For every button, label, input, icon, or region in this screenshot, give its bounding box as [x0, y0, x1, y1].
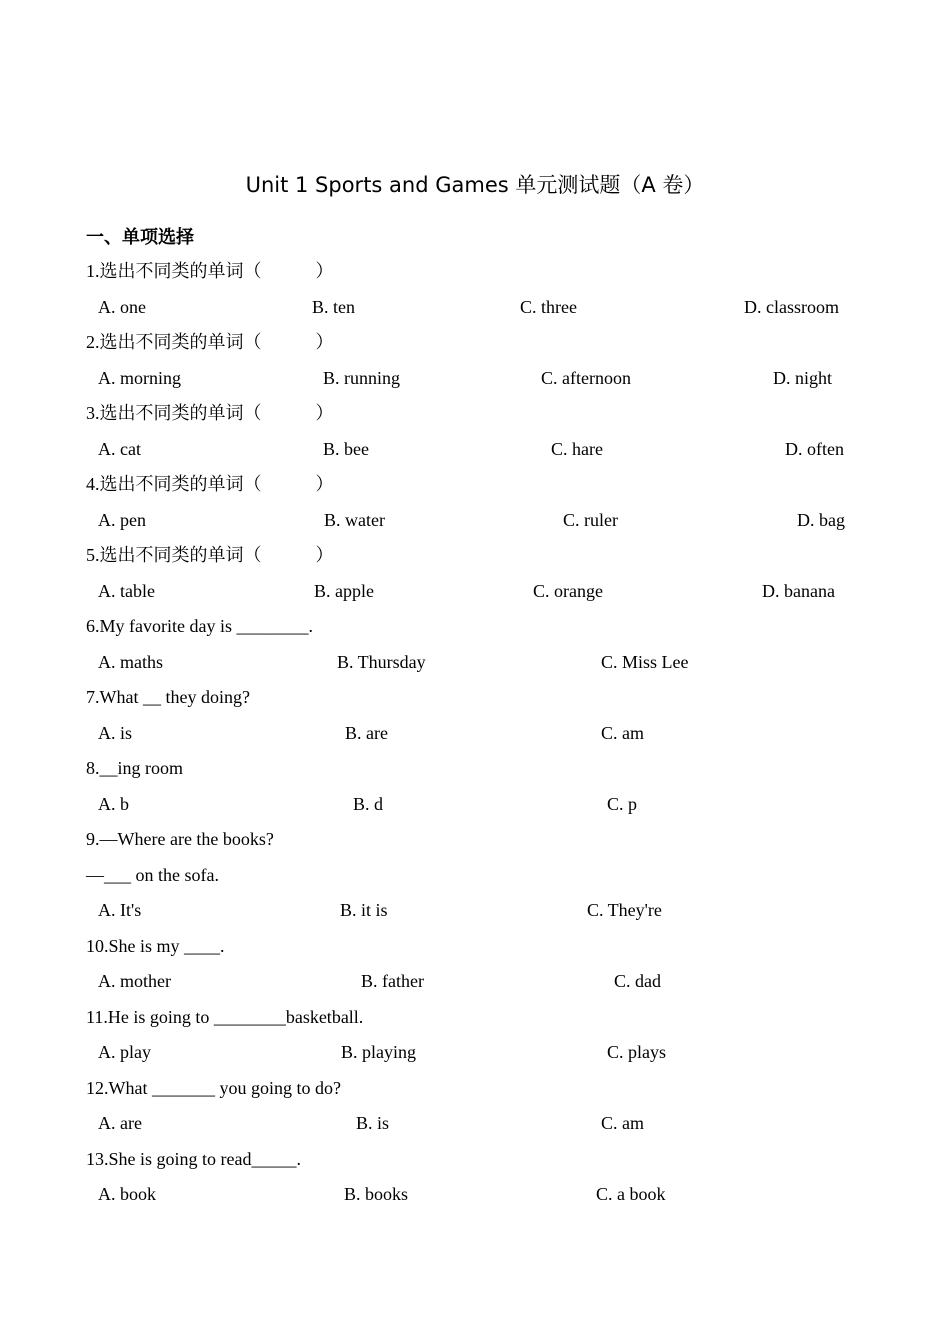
option-c[interactable]: C. They're: [587, 900, 662, 920]
option-a[interactable]: A. table: [98, 580, 155, 601]
option-d[interactable]: D. often: [785, 438, 844, 459]
option-b[interactable]: B. bee: [323, 438, 369, 459]
option-d[interactable]: D. night: [773, 367, 833, 388]
options-row: [86, 716, 886, 752]
option-a[interactable]: A. one: [98, 296, 146, 317]
option-b[interactable]: B. it is: [340, 900, 388, 920]
options-row: [86, 1035, 886, 1071]
option-a[interactable]: A. maths: [98, 651, 163, 672]
option-c[interactable]: C. afternoon: [541, 367, 631, 388]
question-stem: 1.选出不同类的单词（ ）: [86, 261, 334, 281]
option-b[interactable]: B. Thursday: [337, 651, 426, 672]
question-stem: 3.选出不同类的单词（ ）: [86, 403, 334, 423]
option-c[interactable]: C. Miss Lee: [601, 651, 689, 672]
question-stem: 8.__ing room: [86, 758, 183, 778]
option-b[interactable]: B. d: [353, 793, 384, 814]
option-a[interactable]: A. play: [98, 1042, 151, 1062]
question-stem: 12.What _______ you going to do?: [86, 1077, 341, 1098]
option-c[interactable]: C. three: [520, 296, 577, 317]
options-row: [86, 1106, 886, 1142]
option-c[interactable]: C. p: [607, 793, 638, 814]
option-a[interactable]: A. It's: [98, 900, 142, 920]
option-b[interactable]: B. are: [345, 722, 388, 743]
option-a[interactable]: A. b: [98, 793, 129, 814]
option-a[interactable]: A. book: [98, 1184, 156, 1204]
question-stem: 7.What __ they doing?: [86, 687, 250, 707]
option-c[interactable]: C. am: [601, 722, 644, 743]
options-row: [86, 893, 886, 929]
options-row: [86, 290, 886, 326]
question-stem: 4.选出不同类的单词（ ）: [86, 474, 334, 494]
option-b[interactable]: B. is: [356, 1113, 390, 1133]
options-row: [86, 361, 886, 397]
option-a[interactable]: A. is: [98, 722, 133, 743]
option-d[interactable]: D. banana: [762, 580, 835, 601]
options-row: [86, 787, 886, 823]
options-row: [86, 432, 886, 468]
option-c[interactable]: C. ruler: [563, 509, 618, 530]
option-b[interactable]: B. water: [324, 509, 385, 530]
option-d[interactable]: D. classroom: [744, 296, 839, 317]
option-c[interactable]: C. a book: [596, 1184, 666, 1204]
option-a[interactable]: A. are: [98, 1113, 142, 1133]
option-c[interactable]: C. hare: [551, 438, 603, 459]
page-title: Unit 1 Sports and Games 单元测试题（A 卷）: [245, 173, 705, 197]
options-row: [86, 964, 886, 1000]
option-b[interactable]: B. running: [323, 367, 401, 388]
options-row: [86, 574, 886, 610]
section-heading: 一、单项选择: [86, 227, 194, 247]
question-stem: 2.选出不同类的单词（ ）: [86, 332, 334, 352]
option-a[interactable]: A. pen: [98, 509, 146, 530]
option-b[interactable]: B. books: [344, 1184, 409, 1204]
option-d[interactable]: D. bag: [797, 509, 845, 530]
question-stem: 11.He is going to ________basketball.: [86, 1006, 364, 1027]
options-row: [86, 503, 886, 539]
question-stem: 5.选出不同类的单词（ ）: [86, 545, 334, 565]
options-row: [86, 1177, 886, 1213]
option-b[interactable]: B. father: [361, 971, 424, 991]
question-list: [86, 254, 886, 1213]
option-c[interactable]: C. plays: [607, 1042, 667, 1062]
option-b[interactable]: B. ten: [312, 296, 355, 317]
option-a[interactable]: A. cat: [98, 438, 141, 459]
option-a[interactable]: A. mother: [98, 971, 171, 991]
option-b[interactable]: B. apple: [314, 580, 374, 601]
option-a[interactable]: A. morning: [98, 367, 181, 388]
option-b[interactable]: B. playing: [341, 1042, 416, 1062]
question-stem-continued: —___ on the sofa.: [86, 864, 219, 885]
option-c[interactable]: C. am: [601, 1113, 644, 1133]
question-stem: 6.My favorite day is ________.: [86, 616, 313, 636]
question-stem: 10.She is my ____.: [86, 935, 225, 956]
options-row: [86, 645, 886, 681]
option-c[interactable]: C. dad: [614, 971, 661, 991]
option-c[interactable]: C. orange: [533, 580, 603, 601]
question-stem: 13.She is going to read_____.: [86, 1148, 301, 1169]
question-stem: 9.—Where are the books?: [86, 829, 274, 849]
